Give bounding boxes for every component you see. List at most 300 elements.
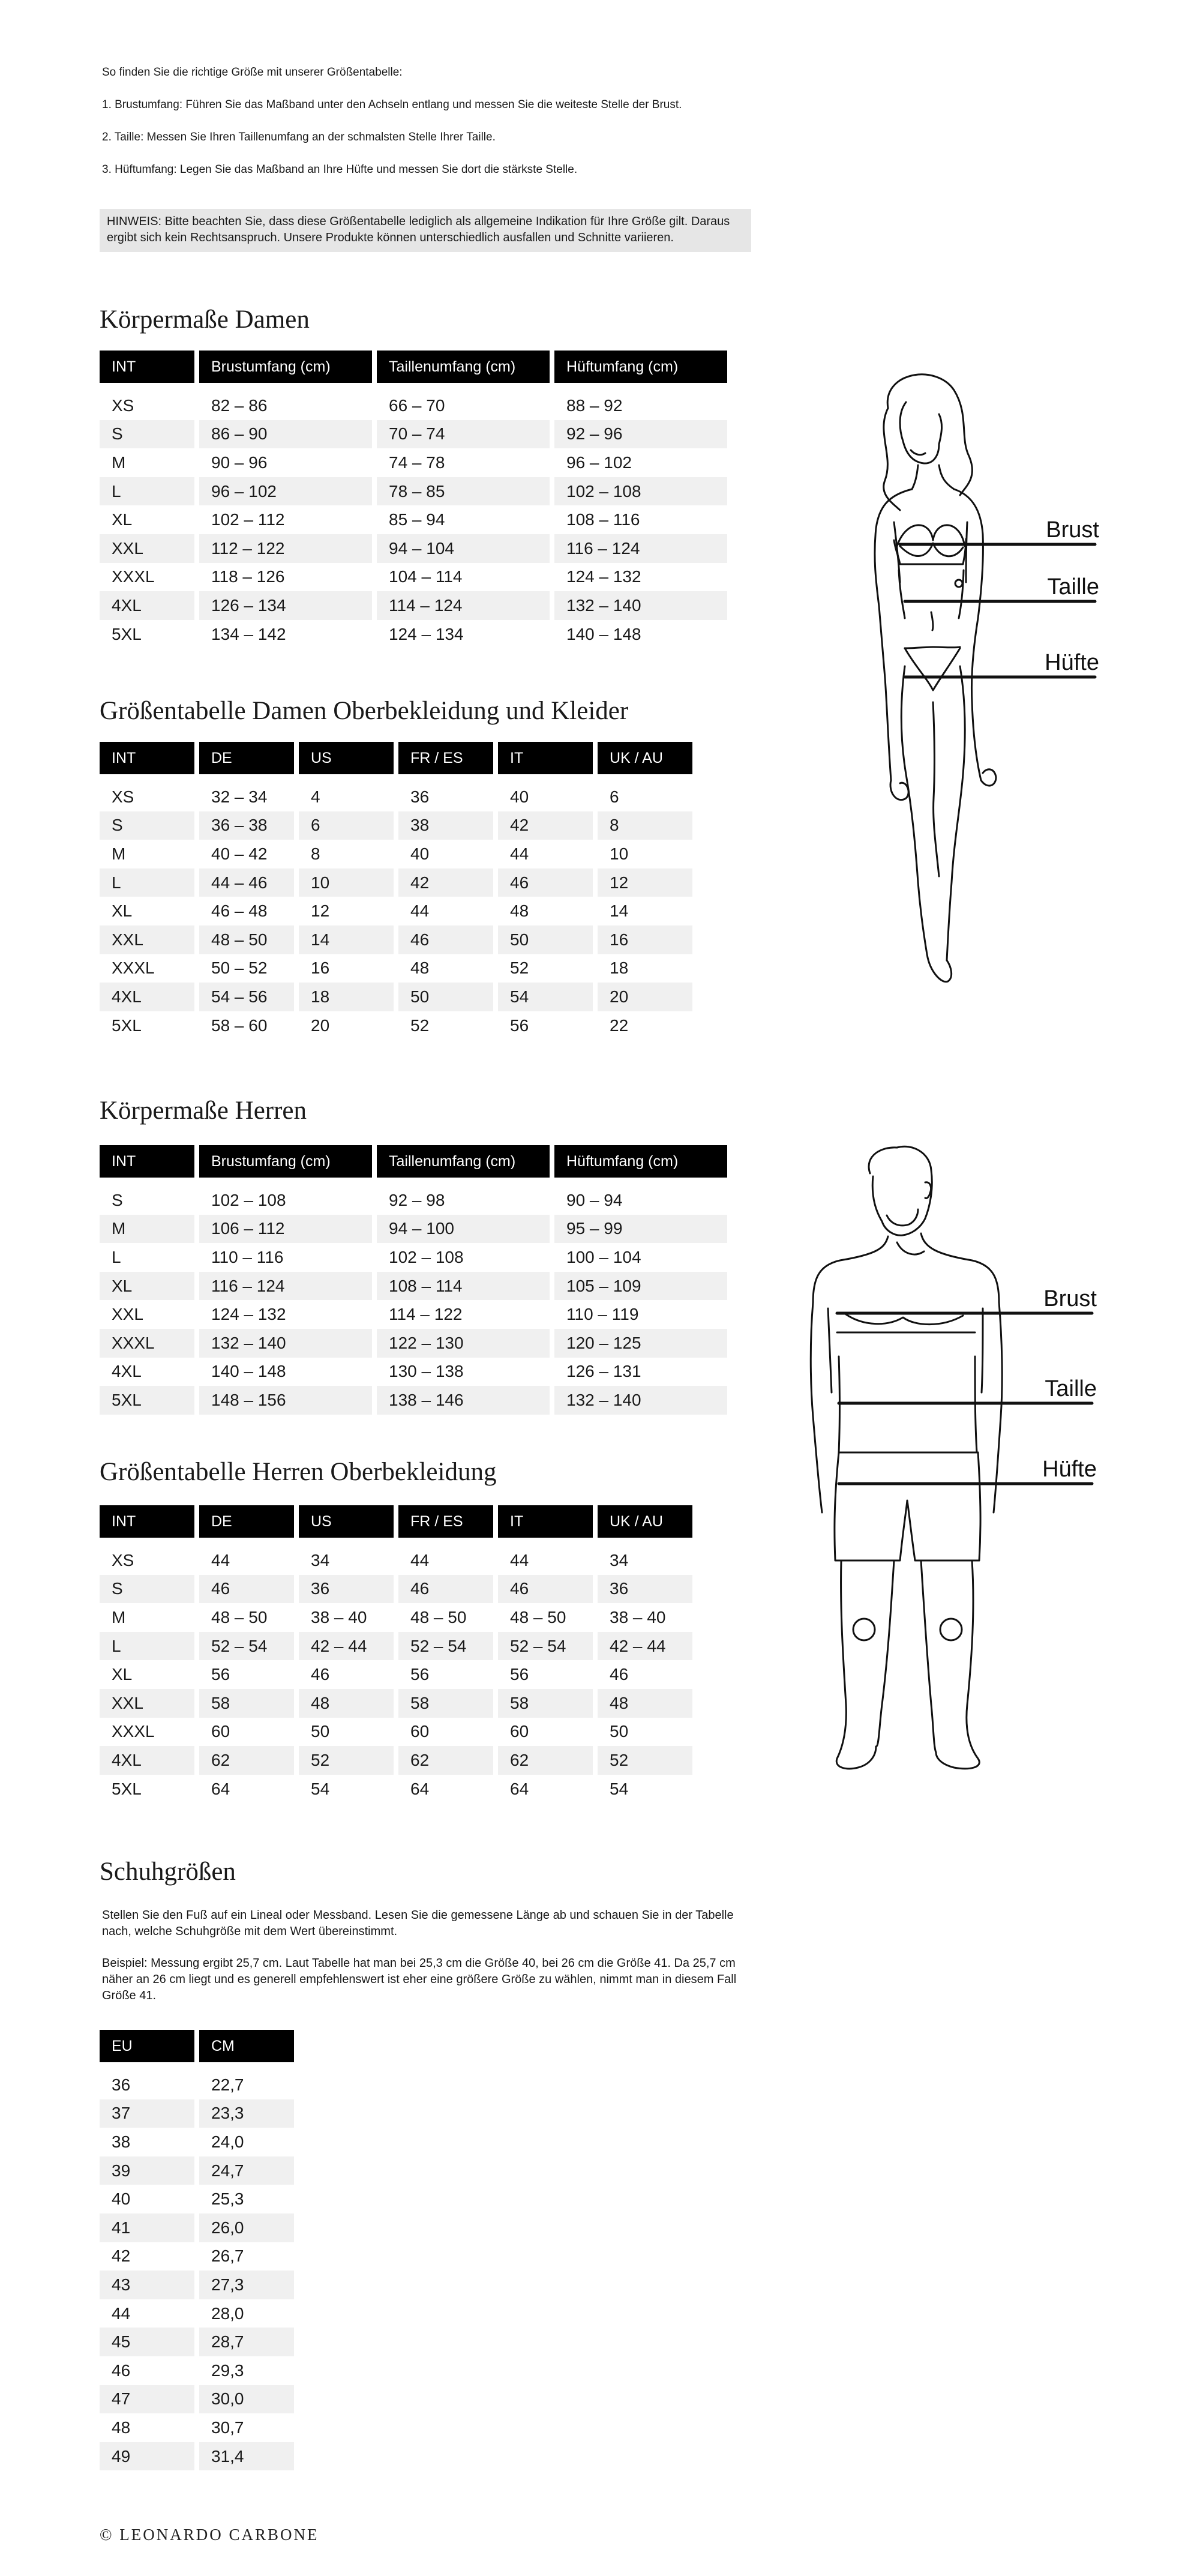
table-cell: 60 [398,1718,493,1747]
female-figure-illustration [816,366,1104,1014]
shoe-instructions [102,1907,738,2020]
column-header: DE [199,742,294,774]
table-cell: 108 – 116 [554,505,727,534]
table-cell: 44 [498,840,593,868]
table-cell: 46 [100,2356,194,2385]
column-header: Brustumfang (cm) [199,351,372,383]
table-cell: XL [100,1272,194,1301]
table-cell: 14 [299,925,394,954]
table-cell: 5XL [100,1011,194,1040]
table-cell: 58 – 60 [199,1011,294,1040]
table-cell: 4XL [100,1746,194,1775]
table-cell: 46 [299,1660,394,1689]
column-header: Hüftumfang (cm) [554,1145,727,1178]
table-row [100,954,692,983]
table-row [100,448,727,477]
table-cell: 34 [598,1546,692,1575]
table-cell: 50 [598,1718,692,1747]
table-cell: XS [100,391,194,420]
table-cell: 116 – 124 [554,534,727,563]
intro-text [102,65,768,194]
column-header: INT [100,742,194,774]
shoe-size-table [95,2030,299,2470]
table-cell: 90 – 96 [199,448,372,477]
table-row [100,2328,294,2356]
table-cell: 36 – 38 [199,811,294,840]
table-cell: L [100,868,194,897]
column-header: FR / ES [398,742,493,774]
table-row [100,1546,692,1575]
table-cell: M [100,448,194,477]
table-row [100,1660,692,1689]
table-cell: 12 [299,897,394,925]
table-cell: 56 [498,1660,593,1689]
table-cell: M [100,840,194,868]
table-cell: 140 – 148 [199,1358,372,1386]
table-cell: 38 [398,811,493,840]
table-row [100,391,727,420]
table-cell: 48 [100,2413,194,2442]
table-cell: 50 [299,1718,394,1747]
table-cell: 28,0 [199,2299,294,2328]
table-row [100,1358,727,1386]
table-cell: XXL [100,534,194,563]
table-cell: 48 – 50 [199,925,294,954]
table-cell: M [100,1603,194,1632]
table-cell: 148 – 156 [199,1386,372,1415]
table-cell: 114 – 122 [377,1300,550,1329]
section-title-men-body: Körpermaße Herren [100,1097,307,1125]
table-cell: 48 – 50 [199,1603,294,1632]
table-row [100,420,727,449]
table-cell: 18 [299,983,394,1011]
table-cell: 92 – 98 [377,1186,550,1215]
table-cell: 23,3 [199,2099,294,2128]
table-cell: 95 – 99 [554,1215,727,1244]
male-figure-illustration [792,1140,1104,1801]
table-cell: XXL [100,925,194,954]
table-cell: S [100,1575,194,1604]
table-cell: 39 [100,2156,194,2185]
table-cell: 30,7 [199,2413,294,2442]
table-cell: 4XL [100,1358,194,1386]
table-cell: 42 [398,868,493,897]
table-cell: 42 – 44 [598,1632,692,1661]
table-cell: 16 [598,925,692,954]
table-cell: 6 [598,783,692,811]
column-header: Brustumfang (cm) [199,1145,372,1178]
table-cell: 5XL [100,1386,194,1415]
table-row [100,868,692,897]
table-cell: 46 [398,925,493,954]
table-cell: 85 – 94 [377,505,550,534]
table-cell: 5XL [100,620,194,649]
table-cell: 44 [398,897,493,925]
table-cell: 24,7 [199,2156,294,2185]
shoe-text-2: Beispiel: Messung ergibt 25,7 cm. Laut Tabelle hat man bei 25,3 cm die Größe 40, bei 26 cm die Größe 41. Da 25,7 cm näher an 26 cm liegt und es generell empfehlenswert ist eher eine größere Größe zu wählen, nimmt man in diesem Fall Größe 41. [102,1957,737,2002]
table-cell: 40 [498,783,593,811]
table-cell: 18 [598,954,692,983]
table-row [100,983,692,1011]
table-row [100,534,727,563]
table-cell: 54 [299,1775,394,1804]
table-row [100,477,727,506]
table-cell: 36 [598,1575,692,1604]
table-cell: 44 [498,1546,593,1575]
table-cell: 29,3 [199,2356,294,2385]
table-cell: 22 [598,1011,692,1040]
table-header-row [100,351,727,383]
column-header: INT [100,1145,194,1178]
table-cell: XXXL [100,1718,194,1747]
table-cell: XXXL [100,1329,194,1358]
brand-logo: © LEONARDO CARBONE [100,2526,319,2544]
table-cell: 106 – 112 [199,1215,372,1244]
table-cell: 22,7 [199,2071,294,2099]
table-cell: 46 [398,1575,493,1604]
table-row [100,1186,727,1215]
table-cell: 20 [598,983,692,1011]
table-cell: 126 – 134 [199,591,372,620]
table-cell: 86 – 90 [199,420,372,449]
table-header-row [100,742,692,774]
table-cell: 50 [498,925,593,954]
table-cell: 46 [598,1660,692,1689]
table-cell: 116 – 124 [199,1272,372,1301]
table-cell: 58 [398,1689,493,1718]
table-cell: 62 [498,1746,593,1775]
table-cell: 132 – 140 [554,591,727,620]
table-cell: 96 – 102 [554,448,727,477]
table-spacer [100,1178,727,1186]
table-row [100,1272,727,1301]
table-cell: XS [100,783,194,811]
table-cell: 50 [398,983,493,1011]
table-cell: S [100,811,194,840]
table-row [100,1329,727,1358]
table-cell: 48 [498,897,593,925]
table-row [100,563,727,592]
table-cell: 60 [498,1718,593,1747]
label-brust: Brust [1043,1286,1097,1311]
table-cell: 36 [299,1575,394,1604]
table-cell: 38 – 40 [598,1603,692,1632]
table-cell: 94 – 100 [377,1215,550,1244]
table-row [100,2385,294,2414]
column-header: US [299,742,394,774]
table-cell: 49 [100,2442,194,2471]
table-cell: 48 [299,1689,394,1718]
table-cell: 138 – 146 [377,1386,550,1415]
table-row [100,1386,727,1415]
table-cell: 140 – 148 [554,620,727,649]
column-header: DE [199,1505,294,1538]
table-cell: XL [100,897,194,925]
table-spacer [100,2062,294,2071]
table-cell: 10 [598,840,692,868]
table-cell: 62 [398,1746,493,1775]
table-cell: 120 – 125 [554,1329,727,1358]
table-row [100,1718,692,1747]
table-cell: 110 – 119 [554,1300,727,1329]
section-title-women-sizes: Größentabelle Damen Oberbekleidung und Kleider [100,697,629,725]
table-cell: 102 – 108 [199,1186,372,1215]
table-cell: 78 – 85 [377,477,550,506]
table-cell: 47 [100,2385,194,2414]
table-row [100,840,692,868]
column-header: IT [498,742,593,774]
table-cell: 58 [498,1689,593,1718]
label-taille: Taille [1047,574,1099,600]
table-cell: 4XL [100,983,194,1011]
table-row [100,925,692,954]
table-cell: 132 – 140 [554,1386,727,1415]
table-row [100,2271,294,2299]
table-cell: 26,7 [199,2242,294,2271]
table-row [100,591,727,620]
column-header: Taillenumfang (cm) [377,1145,550,1178]
table-cell: XL [100,505,194,534]
column-header: INT [100,351,194,383]
table-cell: 64 [398,1775,493,1804]
table-cell: 64 [199,1775,294,1804]
table-cell: 66 – 70 [377,391,550,420]
table-cell: 56 [498,1011,593,1040]
women-body-table [95,351,732,648]
table-row [100,811,692,840]
table-spacer [100,774,692,783]
table-row [100,2242,294,2271]
table-cell: 31,4 [199,2442,294,2471]
table-row [100,2071,294,2099]
column-header: Taillenumfang (cm) [377,351,550,383]
women-sizes-table [95,742,697,1040]
intro-heading: So finden Sie die richtige Größe mit unserer Größentabelle: [102,66,403,79]
table-cell: L [100,477,194,506]
table-row [100,2213,294,2242]
table-cell: 20 [299,1011,394,1040]
table-row [100,2413,294,2442]
table-cell: 44 – 46 [199,868,294,897]
table-cell: 24,0 [199,2128,294,2156]
table-cell: 90 – 94 [554,1186,727,1215]
table-cell: 14 [598,897,692,925]
table-cell: 4 [299,783,394,811]
table-cell: 27,3 [199,2271,294,2299]
table-cell: 8 [598,811,692,840]
table-cell: 54 [598,1775,692,1804]
table-cell: 102 – 112 [199,505,372,534]
table-header-row [100,1505,692,1538]
table-cell: 100 – 104 [554,1243,727,1272]
table-cell: 26,0 [199,2213,294,2242]
section-title-women-body: Körpermaße Damen [100,305,310,334]
label-huefte: Hüfte [1042,1457,1097,1482]
column-header: UK / AU [598,1505,692,1538]
table-cell: 48 [598,1689,692,1718]
table-row [100,2356,294,2385]
table-cell: 36 [100,2071,194,2099]
table-cell: 82 – 86 [199,391,372,420]
table-cell: 92 – 96 [554,420,727,449]
table-row [100,620,727,649]
table-cell: 56 [398,1660,493,1689]
table-cell: 44 [199,1546,294,1575]
table-cell: 48 – 50 [398,1603,493,1632]
table-cell: 42 [100,2242,194,2271]
column-header: US [299,1505,394,1538]
table-cell: 40 – 42 [199,840,294,868]
table-cell: 46 – 48 [199,897,294,925]
table-cell: 38 [100,2128,194,2156]
column-header: EU [100,2030,194,2062]
table-cell: 122 – 130 [377,1329,550,1358]
table-cell: 46 [498,1575,593,1604]
table-row [100,897,692,925]
table-cell: S [100,1186,194,1215]
table-spacer [100,383,727,391]
table-header-row [100,1145,727,1178]
table-cell: 118 – 126 [199,563,372,592]
table-cell: 6 [299,811,394,840]
table-cell: 112 – 122 [199,534,372,563]
table-row [100,2128,294,2156]
table-cell: 44 [100,2299,194,2328]
table-cell: 124 – 132 [554,563,727,592]
column-header: UK / AU [598,742,692,774]
table-cell: 46 [498,868,593,897]
table-cell: 56 [199,1660,294,1689]
column-header: IT [498,1505,593,1538]
table-cell: 60 [199,1718,294,1747]
table-row [100,2156,294,2185]
section-title-men-sizes: Größentabelle Herren Oberbekleidung [100,1458,497,1486]
table-cell: 50 – 52 [199,954,294,983]
table-cell: 52 [498,954,593,983]
table-cell: XS [100,1546,194,1575]
table-cell: 4XL [100,591,194,620]
label-huefte: Hüfte [1045,650,1099,675]
table-cell: 52 [398,1011,493,1040]
table-cell: 52 – 54 [398,1632,493,1661]
table-spacer [100,1538,692,1546]
table-cell: 70 – 74 [377,420,550,449]
table-cell: L [100,1243,194,1272]
table-cell: 48 – 50 [498,1603,593,1632]
table-cell: 46 [199,1575,294,1604]
table-cell: 40 [398,840,493,868]
table-cell: 102 – 108 [377,1243,550,1272]
table-cell: 8 [299,840,394,868]
table-cell: 10 [299,868,394,897]
table-cell: 42 [498,811,593,840]
table-row [100,1011,692,1040]
table-row [100,1775,692,1804]
table-cell: 96 – 102 [199,477,372,506]
table-cell: 62 [199,1746,294,1775]
table-row [100,2299,294,2328]
intro-step: 2. Taille: Messen Sie Ihren Taillenumfang an der schmalsten Stelle Ihrer Taille. [102,131,496,143]
table-row [100,1603,692,1632]
table-cell: 124 – 134 [377,620,550,649]
table-cell: 58 [199,1689,294,1718]
table-cell: 64 [498,1775,593,1804]
table-cell: 88 – 92 [554,391,727,420]
intro-step: 1. Brustumfang: Führen Sie das Maßband unter den Achseln entlang und messen Sie die weiteste Stelle der Brust. [102,98,682,111]
table-row [100,1746,692,1775]
table-cell: 52 – 54 [199,1632,294,1661]
table-cell: XXXL [100,563,194,592]
table-cell: 52 [299,1746,394,1775]
table-row [100,1215,727,1244]
men-body-table [95,1145,732,1415]
table-row [100,1632,692,1661]
column-header: INT [100,1505,194,1538]
table-cell: 38 – 40 [299,1603,394,1632]
men-sizes-table [95,1505,697,1803]
intro-step: 3. Hüftumfang: Legen Sie das Maßband an Ihre Hüfte und messen Sie dort die stärkste Stelle. [102,163,578,176]
table-cell: 42 – 44 [299,1632,394,1661]
table-cell: 52 – 54 [498,1632,593,1661]
notice-box: HINWEIS: Bitte beachten Sie, dass diese Größentabelle lediglich als allgemeine Indikation für Ihre Größe gilt. Daraus ergibt sich kein Rechtsanspruch. Unsere Produkte können unterschiedlich ausfallen und Schnitte variieren. [100,209,751,252]
table-cell: 37 [100,2099,194,2128]
table-row [100,783,692,811]
table-row [100,1243,727,1272]
column-header: CM [199,2030,294,2062]
table-cell: 94 – 104 [377,534,550,563]
table-cell: 130 – 138 [377,1358,550,1386]
table-cell: 74 – 78 [377,448,550,477]
table-cell: 48 [398,954,493,983]
table-cell: 16 [299,954,394,983]
column-header: FR / ES [398,1505,493,1538]
table-cell: 104 – 114 [377,563,550,592]
table-cell: 54 – 56 [199,983,294,1011]
table-row [100,1575,692,1604]
table-cell: XXL [100,1689,194,1718]
section-title-shoes: Schuhgrößen [100,1858,236,1886]
table-cell: 54 [498,983,593,1011]
table-cell: L [100,1632,194,1661]
table-cell: 126 – 131 [554,1358,727,1386]
label-brust: Brust [1046,517,1099,543]
table-row [100,2185,294,2213]
table-cell: 132 – 140 [199,1329,372,1358]
table-row [100,1300,727,1329]
table-cell: 134 – 142 [199,620,372,649]
shoe-text-1: Stellen Sie den Fuß auf ein Lineal oder Messband. Lesen Sie die gemessene Länge ab und schauen Sie in der Tabelle nach, welche Schuhgröße mit dem Wert übereinstimmt. [102,1909,734,1938]
table-cell: 44 [398,1546,493,1575]
table-row [100,505,727,534]
table-cell: 105 – 109 [554,1272,727,1301]
table-cell: 110 – 116 [199,1243,372,1272]
table-row [100,2442,294,2471]
table-cell: 25,3 [199,2185,294,2213]
table-cell: 40 [100,2185,194,2213]
table-row [100,2099,294,2128]
table-cell: 108 – 114 [377,1272,550,1301]
table-cell: 5XL [100,1775,194,1804]
table-cell: 124 – 132 [199,1300,372,1329]
table-cell: XXXL [100,954,194,983]
table-cell: 36 [398,783,493,811]
table-row [100,1689,692,1718]
table-header-row [100,2030,294,2062]
table-cell: 32 – 34 [199,783,294,811]
table-cell: 12 [598,868,692,897]
table-cell: XXL [100,1300,194,1329]
table-cell: M [100,1215,194,1244]
